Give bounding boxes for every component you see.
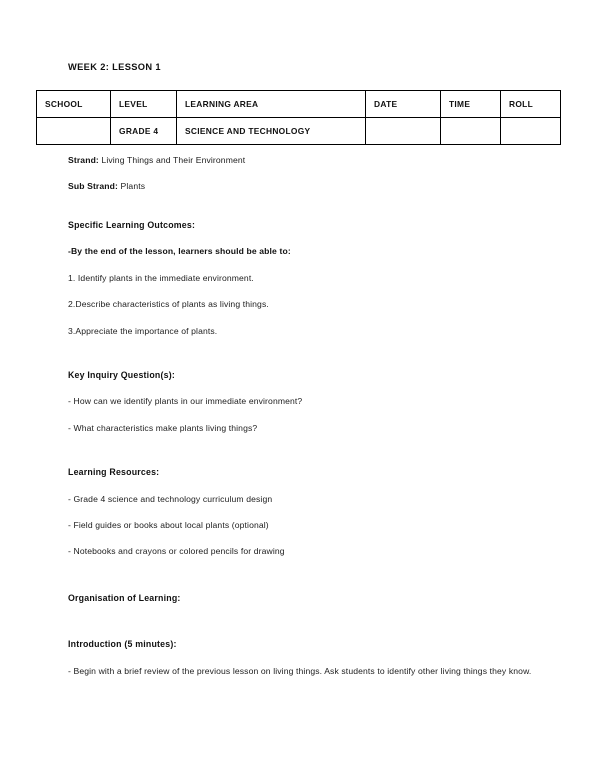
sub-strand-line bbox=[68, 180, 562, 192]
strand-label: Strand: bbox=[68, 155, 99, 165]
table-header-row bbox=[37, 91, 561, 118]
lesson-info-table bbox=[36, 90, 561, 145]
table-cell-level: GRADE 4 bbox=[111, 118, 177, 145]
strand-line bbox=[68, 154, 562, 166]
strand-value: Living Things and Their Environment bbox=[98, 155, 246, 165]
table-cell-time bbox=[441, 118, 501, 145]
lesson-info-table-wrapper bbox=[36, 90, 560, 145]
learning-resource-item-3: - Notebooks and crayons or colored pencils for drawing bbox=[68, 546, 285, 557]
table-header-school: SCHOOL bbox=[37, 91, 111, 118]
document-body bbox=[68, 154, 562, 678]
table-header-level: LEVEL bbox=[111, 91, 177, 118]
key-inquiry-item-1: - How can we identify plants in our immediate environment? bbox=[68, 396, 303, 407]
sub-strand-label: Sub Strand: bbox=[68, 181, 119, 192]
specific-learning-outcomes-heading: Specific Learning Outcomes: bbox=[68, 219, 196, 230]
table-cell-roll bbox=[501, 118, 561, 145]
week-lesson-heading: WEEK 2: LESSON 1 bbox=[68, 62, 161, 72]
table-header-time: TIME bbox=[441, 91, 501, 118]
learning-outcome-item-3: 3.Appreciate the importance of plants. bbox=[68, 325, 218, 336]
table-cell-date bbox=[366, 118, 441, 145]
key-inquiry-heading: Key Inquiry Question(s): bbox=[68, 370, 175, 381]
organisation-of-learning-heading: Organisation of Learning: bbox=[68, 592, 181, 603]
table-cell-school bbox=[37, 118, 111, 145]
learning-resources-heading: Learning Resources: bbox=[68, 467, 160, 478]
table-header-date: DATE bbox=[366, 91, 441, 118]
table-header-roll: ROLL bbox=[501, 91, 561, 118]
introduction-heading: Introduction (5 minutes): bbox=[68, 639, 177, 650]
introduction-text: - Begin with a brief review of the previous lesson on living things. Ask students to identify other living things they know. bbox=[68, 665, 532, 676]
learning-outcomes-intro-text: By the end of the lesson, learners should be able to: bbox=[70, 246, 291, 257]
document-content bbox=[45, 62, 562, 676]
table-row bbox=[37, 118, 561, 145]
learning-resource-item-2: - Field guides or books about local plants (optional) bbox=[68, 520, 269, 531]
learning-outcomes-intro bbox=[68, 245, 562, 257]
sub-strand-value: Plants bbox=[118, 181, 146, 192]
learning-outcome-item-2: 2.Describe characteristics of plants as living things. bbox=[68, 299, 269, 310]
key-inquiry-item-2: - What characteristics make plants living things? bbox=[68, 422, 258, 433]
table-cell-learning-area: SCIENCE AND TECHNOLOGY bbox=[177, 118, 366, 145]
table-header-learning-area: LEARNING AREA bbox=[177, 91, 366, 118]
learning-outcomes-intro-dash: - bbox=[68, 246, 71, 257]
learning-resource-item-1: - Grade 4 science and technology curriculum design bbox=[68, 493, 273, 504]
learning-outcome-item-1: 1. Identify plants in the immediate environment. bbox=[68, 272, 254, 283]
